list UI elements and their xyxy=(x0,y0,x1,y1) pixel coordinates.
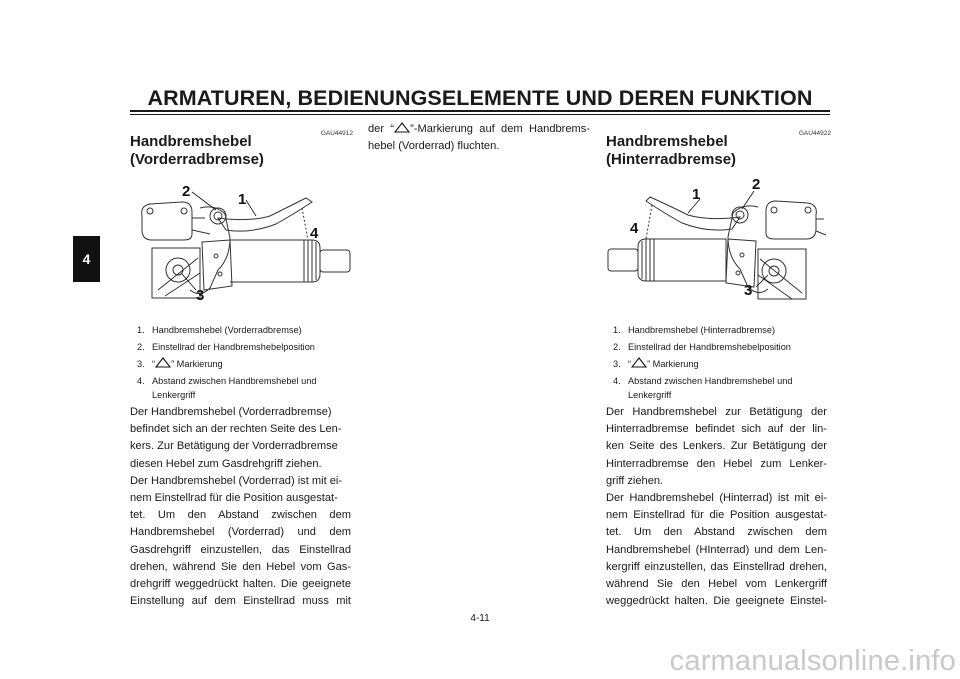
text-line: Der Handbremshebel (Hinterrad) ist mit ei- xyxy=(606,492,827,505)
section-heading xyxy=(130,133,264,169)
text-line: Der Handbremshebel (Vorderrad) ist mit ei- xyxy=(130,474,343,487)
header-rule-thin xyxy=(130,114,830,115)
section-heading xyxy=(606,133,736,169)
heading-line: Handbremshebel xyxy=(606,133,728,150)
text-line: nem Einstellrad für die Position ausgestat- xyxy=(130,492,338,505)
page-number: 4-11 xyxy=(470,613,490,624)
legend-item: 4. Abstand zwischen Handbremshebel und Lenkergriff xyxy=(613,376,793,400)
legend-item: 2. Einstellrad der Handbremshebelposition xyxy=(613,342,791,352)
figure-legend xyxy=(130,323,352,402)
triangle-mark-icon xyxy=(394,122,410,133)
text-line: Hinterradbremse den Hebel zum Lenker- xyxy=(606,457,827,470)
callout-4: 4 xyxy=(630,220,639,237)
header-rule-thick xyxy=(130,110,830,112)
text-line: tet. Um den Abstand zwischen dem xyxy=(606,526,827,539)
heading-line: Handbremshebel xyxy=(130,133,252,150)
text-line: während Sie den Hebel vom Lenkergriff xyxy=(606,578,827,591)
text-line: Gasdrehgriff einzustellen, das Einstellrad xyxy=(130,543,351,556)
section-code: GAU44922 xyxy=(798,130,831,137)
text-line: Hinterradbremse befindet sich auf der lin- xyxy=(606,423,827,436)
callout-1: 1 xyxy=(692,186,701,203)
triangle-mark-icon xyxy=(155,357,171,368)
text-line: weggedrückt halten. Die geeignete Einstel- xyxy=(606,595,827,608)
section-code: GAU44912 xyxy=(320,130,353,137)
callout-1: 1 xyxy=(238,191,247,208)
text-line: Handbremshebel (Vorderrad) und dem xyxy=(130,526,351,539)
text-line: ken Seite des Lenkers. Zur Betätigung der xyxy=(606,440,827,453)
triangle-mark-icon xyxy=(631,357,647,368)
chapter-tab: 4 xyxy=(73,236,100,282)
text-line: Der Handbremshebel (Vorderradbremse) xyxy=(130,406,332,418)
page-title: ARMATUREN, BEDIENUNGSELEMENTE UND DEREN FUNKTION xyxy=(147,86,813,110)
text-line: kers. Zur Betätigung der Vorderradbremse xyxy=(130,440,338,453)
text-line: drehgriff weggedrückt halten. Die geeignete xyxy=(130,578,351,591)
body-text xyxy=(130,404,351,610)
front-brake-lever-figure xyxy=(130,178,352,313)
text-line: Handbremshebel (HInterrad) und dem Len- xyxy=(606,543,827,556)
legend-item: 3. “ ” Markierung xyxy=(613,359,699,369)
callout-3: 3 xyxy=(744,282,753,299)
heading-line: (Hinterradbremse) xyxy=(606,151,737,168)
text-line: hebel (Vorderrad) fluchten. xyxy=(368,140,500,153)
text-line: Der Handbremshebel zur Betätigung der xyxy=(606,406,827,418)
rear-brake-lever-figure xyxy=(606,175,828,310)
text-line: Einstellung auf dem Einstellrad muss mit xyxy=(130,595,351,608)
legend-item: 3. “ ” Markierung xyxy=(137,359,223,369)
callout-2: 2 xyxy=(182,183,191,200)
callout-2: 2 xyxy=(752,176,761,193)
legend-item: 1. Handbremshebel (Vorderradbremse) xyxy=(137,325,302,335)
text-line: nem Einstellrad für die Position ausgestat- xyxy=(606,509,827,522)
text-line: griff ziehen. xyxy=(606,474,664,487)
text-line: befindet sich an der rechten Seite des Len- xyxy=(130,423,342,436)
text-line: der “ ”-Markierung auf dem Handbrems- xyxy=(368,123,591,135)
heading-line: (Vorderradbremse) xyxy=(130,151,264,168)
legend-item: 4. Abstand zwischen Handbremshebel und Lenkergriff xyxy=(137,376,317,400)
watermark: carmanualsonline.info xyxy=(669,645,956,677)
callout-4: 4 xyxy=(310,225,319,242)
text-line: kergriff einzustellen, das Einstellrad drehen, xyxy=(606,560,827,573)
text-line: diesen Hebel zum Gasdrehgriff ziehen. xyxy=(130,457,322,470)
text-line: tet. Um den Abstand zwischen dem xyxy=(130,509,351,522)
legend-item: 2. Einstellrad der Handbremshebelposition xyxy=(137,342,315,352)
body-text xyxy=(606,404,827,610)
continued-text xyxy=(368,121,590,155)
figure-legend xyxy=(606,323,828,402)
text-line: drehen, während Sie den Hebel vom Gas- xyxy=(130,560,351,573)
callout-3: 3 xyxy=(196,287,205,304)
legend-item: 1. Handbremshebel (Hinterradbremse) xyxy=(613,325,776,335)
